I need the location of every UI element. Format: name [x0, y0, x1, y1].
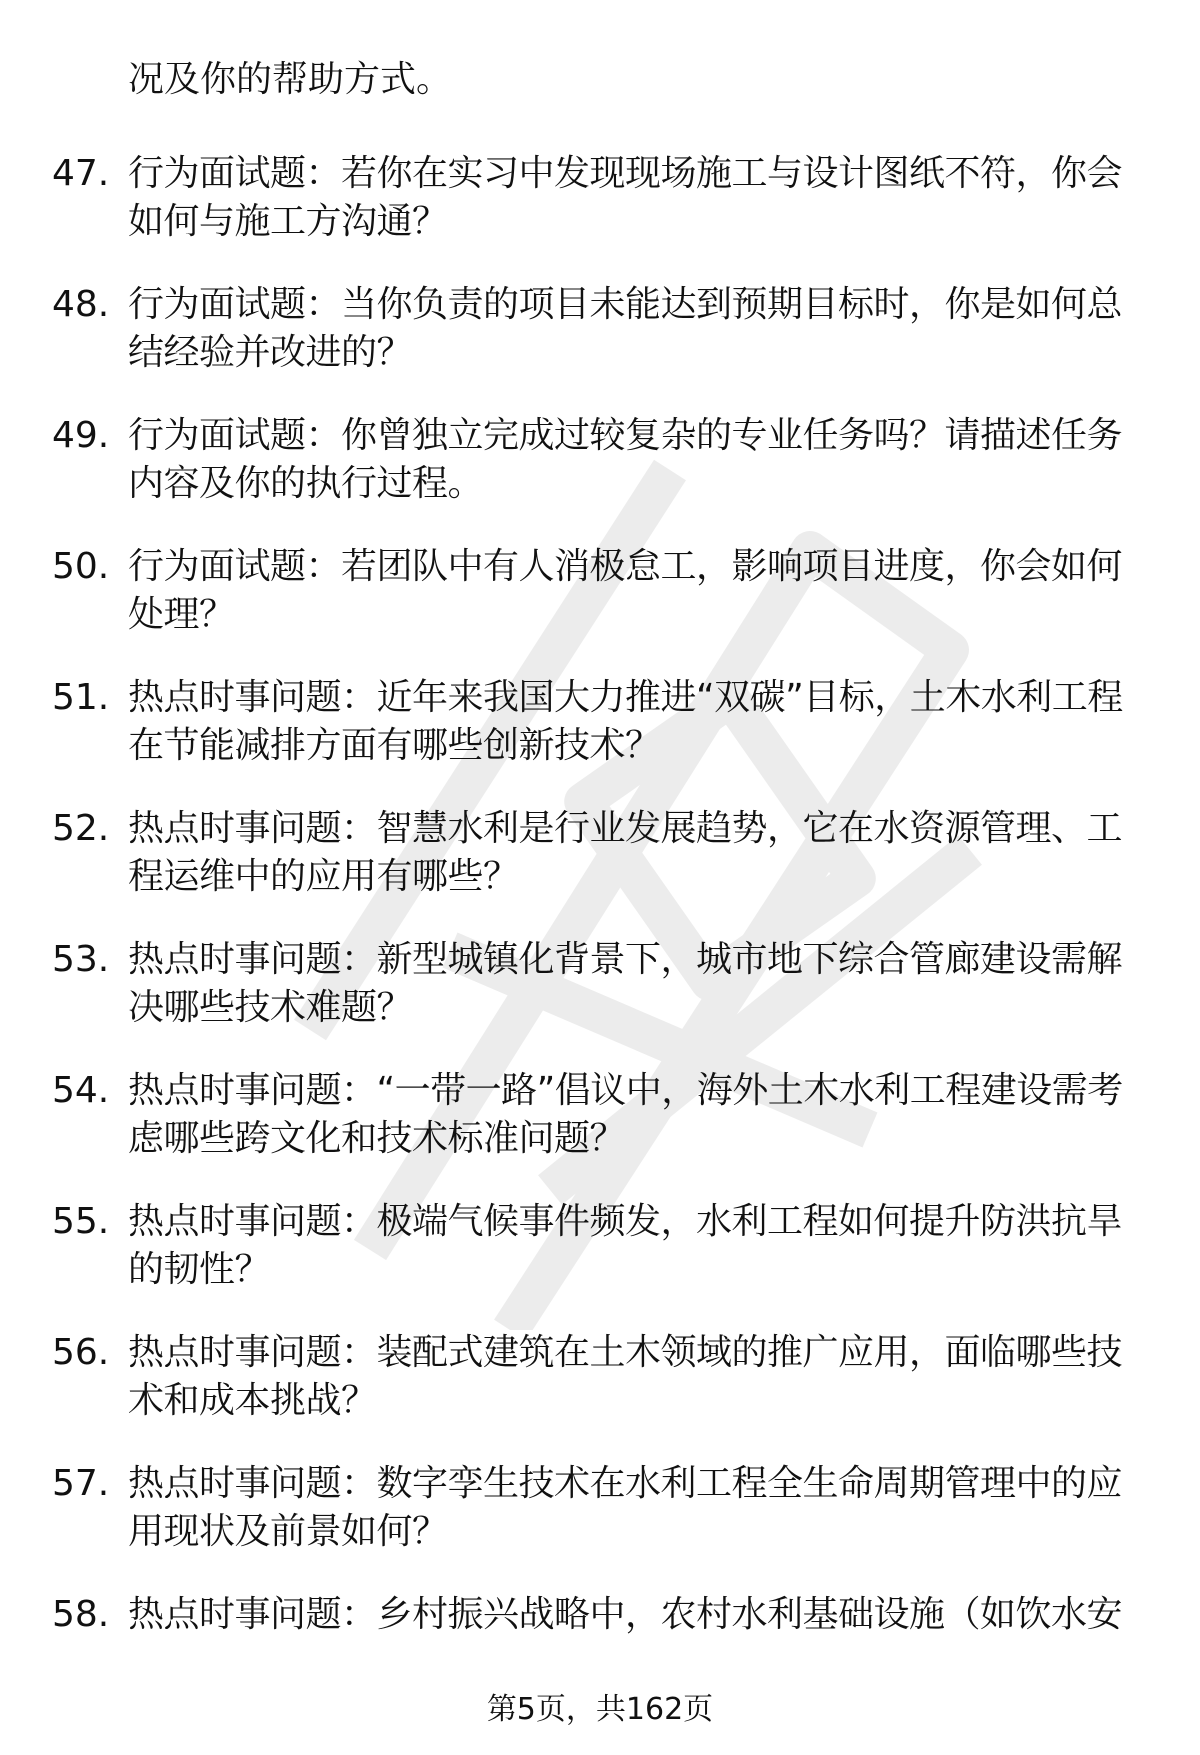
question-text: 热点时事问题：近年来我国大力推进“双碳”目标，土木水利工程在节能减排方面有哪些创新技术？	[128, 677, 1123, 766]
list-item	[0, 1329, 1200, 1460]
question-number: 51.	[52, 677, 110, 718]
list-item	[0, 674, 1200, 805]
question-number: 54.	[52, 1070, 110, 1111]
list-item	[0, 805, 1200, 936]
question-number: 55.	[52, 1201, 110, 1242]
question-text: 热点时事问题：智慧水利是行业发展趋势，它在水资源管理、工程运维中的应用有哪些？	[128, 808, 1123, 897]
question-text: 热点时事问题：“一带一路”倡议中，海外土木水利工程建设需考虑哪些跨文化和技术标准问题？	[128, 1070, 1123, 1159]
page-footer: 第5页，共162页	[486, 1692, 714, 1727]
list-item	[0, 150, 1200, 281]
question-text: 热点时事问题：装配式建筑在土木领域的推广应用，面临哪些技术和成本挑战？	[128, 1332, 1123, 1421]
question-list	[0, 150, 1200, 1722]
question-text: 热点时事问题：新型城镇化背景下，城市地下综合管廊建设需解决哪些技术难题？	[128, 939, 1123, 1028]
continued-text: 况及你的帮助方式。	[128, 59, 453, 100]
question-number: 58.	[52, 1594, 110, 1635]
question-number: 48.	[52, 284, 110, 325]
question-text: 行为面试题：若团队中有人消极怠工，影响项目进度，你会如何处理？	[128, 546, 1123, 635]
list-item	[0, 281, 1200, 412]
list-item	[0, 1460, 1200, 1591]
question-number: 52.	[52, 808, 110, 849]
question-number: 53.	[52, 939, 110, 980]
question-text: 热点时事问题：数字孪生技术在水利工程全生命周期管理中的应用现状及前景如何？	[128, 1463, 1123, 1552]
list-item	[0, 1067, 1200, 1198]
question-text: 行为面试题：你曾独立完成过较复杂的专业任务吗？请描述任务内容及你的执行过程。	[128, 415, 1123, 504]
list-item	[0, 543, 1200, 674]
question-text: 行为面试题：当你负责的项目未能达到预期目标时，你是如何总结经验并改进的？	[128, 284, 1123, 373]
question-number: 47.	[52, 153, 110, 194]
question-number: 49.	[52, 415, 110, 456]
list-item	[0, 1198, 1200, 1329]
list-item	[0, 936, 1200, 1067]
question-text: 行为面试题：若你在实习中发现现场施工与设计图纸不符，你会如何与施工方沟通？	[128, 153, 1123, 242]
question-number: 50.	[52, 546, 110, 587]
question-text: 热点时事问题：乡村振兴战略中，农村水利基础设施（如饮水安	[128, 1594, 1123, 1635]
list-item	[0, 412, 1200, 543]
question-number: 56.	[52, 1332, 110, 1373]
question-number: 57.	[52, 1463, 110, 1504]
question-text: 热点时事问题：极端气候事件频发，水利工程如何提升防洪抗旱的韧性？	[128, 1201, 1123, 1290]
